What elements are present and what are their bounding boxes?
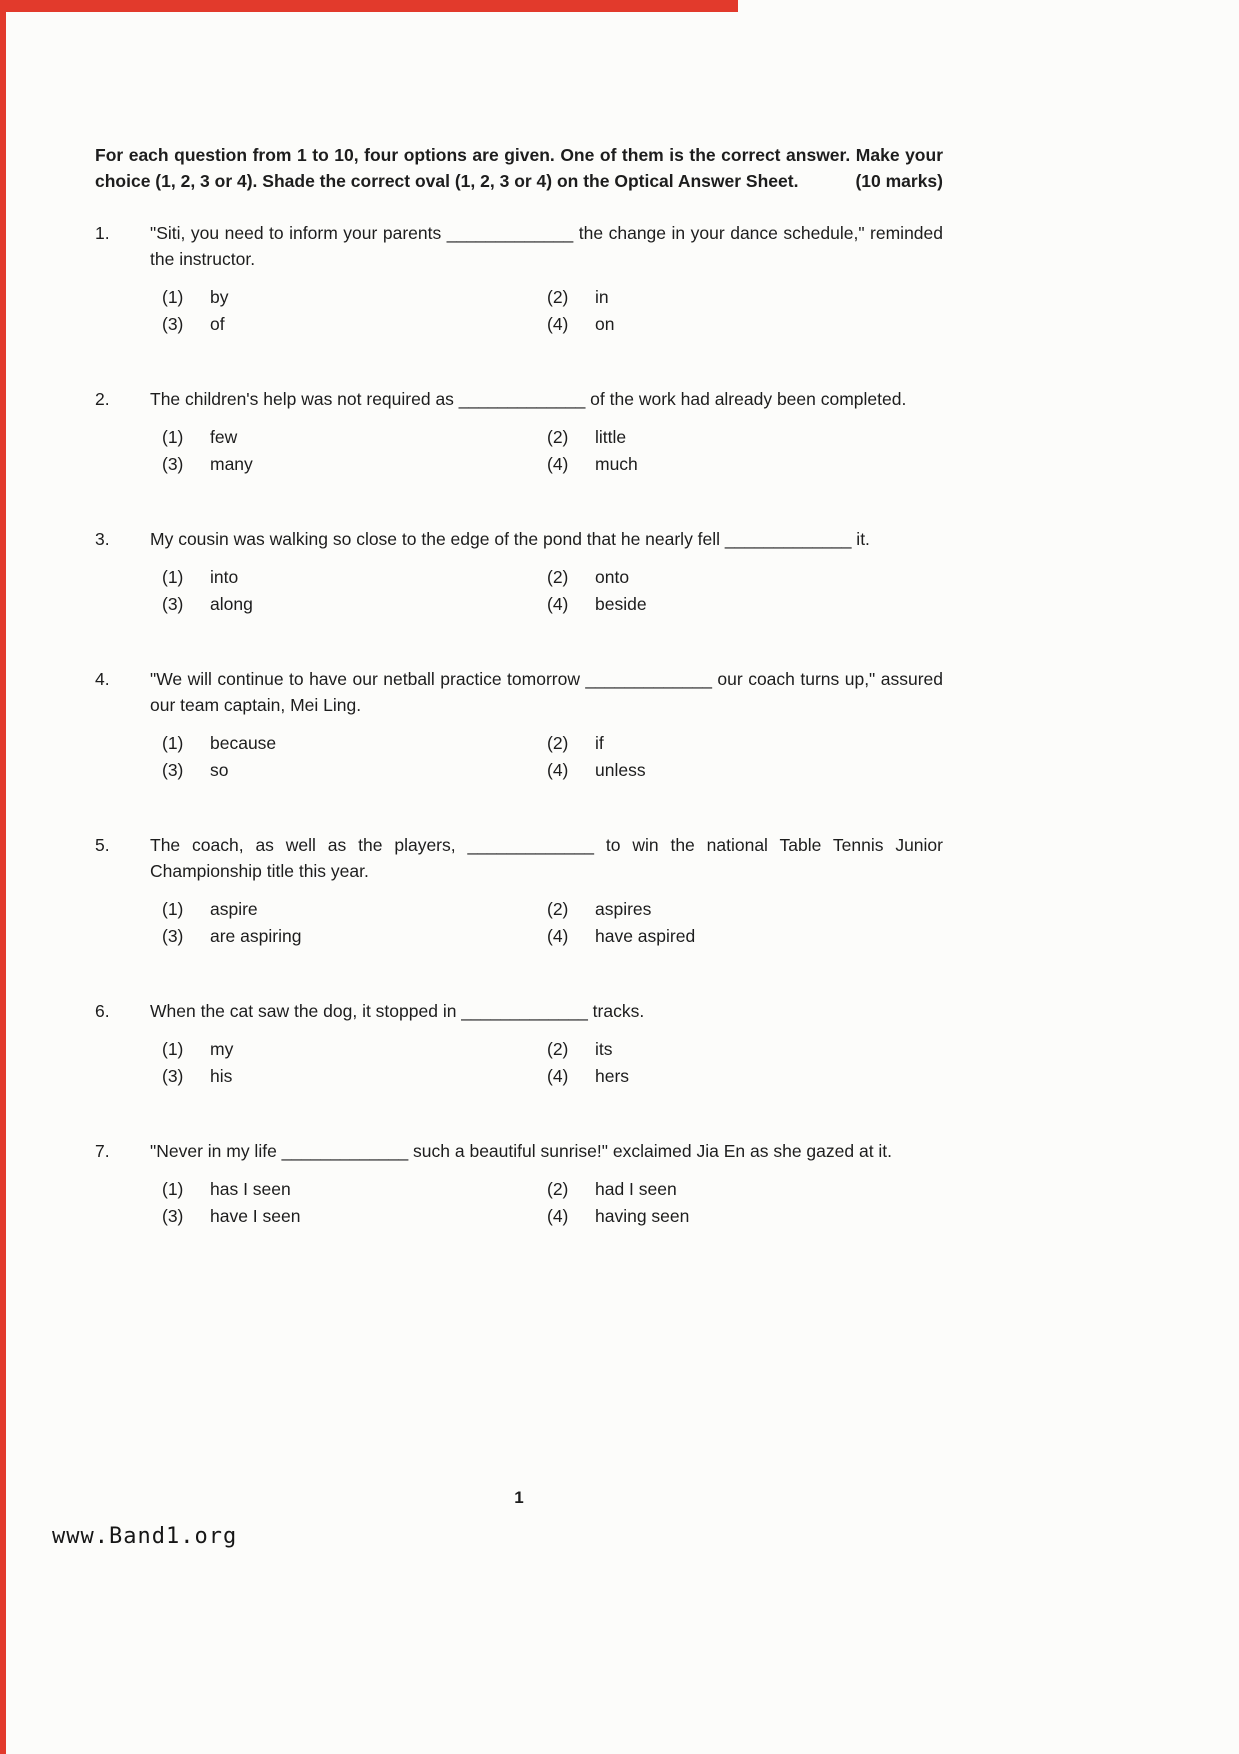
marks-label: (10 marks) <box>845 168 943 194</box>
question-options <box>162 424 943 478</box>
answer-option <box>162 451 547 478</box>
question-number: 3. <box>95 529 110 549</box>
question-text: When the cat saw the dog, it stopped in _____________ tracks. <box>150 1001 645 1021</box>
question-options <box>162 730 943 784</box>
option-text: unless <box>595 760 646 780</box>
answer-option <box>162 896 547 923</box>
question-options <box>162 564 943 618</box>
instructions-text: For each question from 1 to 10, four options are given. One of them is the correct answer. Make your choice (1, 2, 3 or 4). Shade the correct oval (1, 2, 3 or 4) on the Optical Answer Sheet. <box>95 145 943 191</box>
question-options <box>162 896 943 950</box>
option-label: (1) <box>162 899 184 919</box>
option-label: (3) <box>162 1206 184 1226</box>
option-label: (2) <box>547 427 569 447</box>
answer-option <box>162 564 547 591</box>
answer-option <box>547 730 943 757</box>
question-body <box>150 220 943 338</box>
option-label: (2) <box>547 1039 569 1059</box>
question-body <box>150 386 943 478</box>
question-text: The children's help was not required as _____________ of the work had already been completed. <box>150 389 907 409</box>
option-text: few <box>210 427 238 447</box>
option-text: having seen <box>595 1206 690 1226</box>
answer-option <box>162 757 547 784</box>
question-text: "Siti, you need to inform your parents _____________ the change in your dance schedule," reminded the instructor. <box>150 223 943 269</box>
option-label: (4) <box>547 1066 569 1086</box>
answer-option <box>547 1063 943 1090</box>
option-text: into <box>210 567 239 587</box>
page-number: 1 <box>514 1488 524 1507</box>
answer-option <box>547 311 943 338</box>
answer-option <box>547 1036 943 1063</box>
option-label: (2) <box>547 899 569 919</box>
option-text: are aspiring <box>210 926 302 946</box>
option-text: along <box>210 594 253 614</box>
option-text: aspires <box>595 899 652 919</box>
page-content <box>95 142 943 1278</box>
option-text: have I seen <box>210 1206 301 1226</box>
option-text: hers <box>595 1066 630 1086</box>
answer-option <box>162 923 547 950</box>
answer-option <box>162 730 547 757</box>
question-text: "Never in my life _____________ such a beautiful sunrise!" exclaimed Jia En as she gazed at it. <box>150 1141 893 1161</box>
option-label: (3) <box>162 1066 184 1086</box>
question <box>95 526 943 618</box>
answer-option <box>547 424 943 451</box>
option-label: (1) <box>162 427 184 447</box>
question-number: 7. <box>95 1141 110 1161</box>
option-label: (3) <box>162 314 184 334</box>
option-text: aspire <box>210 899 258 919</box>
question <box>95 832 943 950</box>
question-text: My cousin was walking so close to the edge of the pond that he nearly fell _____________ it. <box>150 529 870 549</box>
option-label: (2) <box>547 567 569 587</box>
question-body <box>150 666 943 784</box>
answer-option <box>547 757 943 784</box>
option-text: have aspired <box>595 926 696 946</box>
option-text: its <box>595 1039 613 1059</box>
option-label: (4) <box>547 594 569 614</box>
option-text: many <box>210 454 253 474</box>
option-label: (2) <box>547 1179 569 1199</box>
answer-option <box>162 1063 547 1090</box>
question-number: 5. <box>95 835 110 855</box>
answer-option <box>547 284 943 311</box>
option-text: had I seen <box>595 1179 677 1199</box>
option-label: (4) <box>547 314 569 334</box>
option-label: (1) <box>162 567 184 587</box>
answer-option <box>547 591 943 618</box>
answer-option <box>162 1036 547 1063</box>
option-text: because <box>210 733 277 753</box>
option-label: (1) <box>162 287 184 307</box>
option-text: so <box>210 760 229 780</box>
answer-option <box>162 591 547 618</box>
option-text: onto <box>595 567 630 587</box>
question-options <box>162 1036 943 1090</box>
question <box>95 666 943 784</box>
answer-option <box>547 451 943 478</box>
question-number: 6. <box>95 1001 110 1021</box>
question-number: 2. <box>95 389 110 409</box>
option-text: much <box>595 454 638 474</box>
question-body <box>150 526 943 618</box>
question-body <box>150 832 943 950</box>
option-label: (2) <box>547 733 569 753</box>
question-body <box>150 1138 943 1230</box>
instructions-block <box>95 142 943 194</box>
option-label: (3) <box>162 760 184 780</box>
option-label: (3) <box>162 454 184 474</box>
watermark-text: www.Band1.org <box>52 1524 238 1549</box>
question <box>95 386 943 478</box>
option-text: little <box>595 427 627 447</box>
option-label: (4) <box>547 926 569 946</box>
question-options <box>162 284 943 338</box>
option-label: (3) <box>162 926 184 946</box>
option-label: (4) <box>547 454 569 474</box>
question-text: "We will continue to have our netball practice tomorrow _____________ our coach turns up," assured our team captain, Mei Ling. <box>150 669 943 715</box>
answer-option <box>547 923 943 950</box>
question <box>95 220 943 338</box>
option-label: (1) <box>162 733 184 753</box>
option-text: of <box>210 314 225 334</box>
question-options <box>162 1176 943 1230</box>
option-label: (2) <box>547 287 569 307</box>
option-label: (4) <box>547 760 569 780</box>
option-text: has I seen <box>210 1179 291 1199</box>
answer-option <box>547 1176 943 1203</box>
question-body <box>150 998 943 1090</box>
answer-option <box>162 1176 547 1203</box>
option-text: my <box>210 1039 234 1059</box>
answer-option <box>547 1203 943 1230</box>
question-number: 1. <box>95 223 110 243</box>
answer-option <box>162 284 547 311</box>
answer-option <box>162 311 547 338</box>
answer-option <box>547 896 943 923</box>
answer-option <box>162 1203 547 1230</box>
option-text: in <box>595 287 609 307</box>
question-number: 4. <box>95 669 110 689</box>
option-text: beside <box>595 594 647 614</box>
option-label: (3) <box>162 594 184 614</box>
option-label: (4) <box>547 1206 569 1226</box>
red-left-edge <box>0 0 6 1754</box>
option-text: on <box>595 314 615 334</box>
option-text: by <box>210 287 229 307</box>
question <box>95 998 943 1090</box>
questions-list <box>95 220 943 1230</box>
red-top-edge <box>0 0 738 12</box>
question <box>95 1138 943 1230</box>
option-text: if <box>595 733 604 753</box>
option-text: his <box>210 1066 233 1086</box>
answer-option <box>162 424 547 451</box>
option-label: (1) <box>162 1179 184 1199</box>
option-label: (1) <box>162 1039 184 1059</box>
answer-option <box>547 564 943 591</box>
question-text: The coach, as well as the players, _____________ to win the national Table Tennis Junior Championship title this year. <box>150 835 943 881</box>
